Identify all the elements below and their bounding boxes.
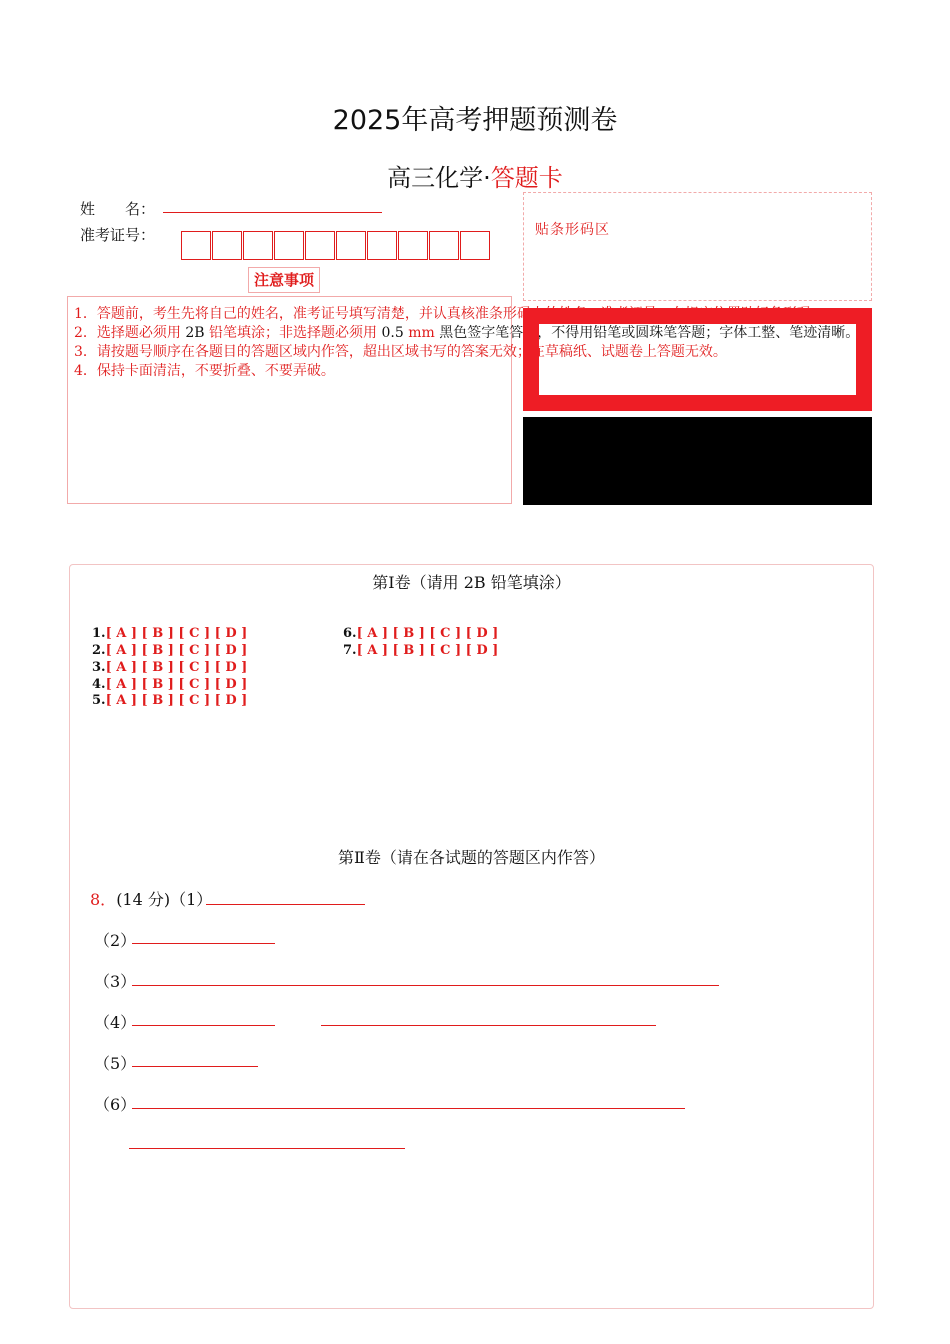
notice-pen-size: 0.5 — [381, 325, 404, 341]
notice-text: 选择题必须用 — [96, 325, 186, 341]
choice-row-1[interactable] — [92, 626, 247, 641]
choice-row-7[interactable] — [343, 643, 498, 658]
section-2-title: 第Ⅱ卷（请在各试题的答题区内作答） — [338, 848, 605, 867]
section-1-title: 第Ⅰ卷（请用 2B 铅笔填涂） — [372, 573, 571, 592]
notice-text: 黑色签字笔答题，不得用铅笔或圆珠笔答题；字体工整、笔迹清晰。 — [434, 325, 860, 341]
exam-id-digit-box[interactable] — [460, 231, 490, 260]
notice-number: 2． — [74, 325, 97, 341]
exam-id-digit-box[interactable] — [243, 231, 273, 260]
choice-number: 4. — [92, 677, 106, 692]
question-number: 8． — [90, 890, 117, 909]
answer-line-3[interactable] — [132, 985, 719, 986]
choice-options[interactable]: [ A ] [ B ] [ C ] [ D ] — [356, 626, 499, 641]
exam-id-digit-box[interactable] — [336, 231, 366, 260]
choice-number: 3. — [92, 660, 106, 675]
notice-number: 1． — [74, 306, 97, 322]
choice-options[interactable]: [ A ] [ B ] [ C ] [ D ] — [105, 643, 248, 658]
exam-id-digit-box[interactable] — [274, 231, 304, 260]
choice-options[interactable]: [ A ] [ B ] [ C ] [ D ] — [105, 660, 248, 675]
choice-options[interactable]: [ A ] [ B ] [ C ] [ D ] — [105, 677, 248, 692]
absence-mark-frame — [523, 308, 872, 411]
exam-id-digit-box[interactable] — [305, 231, 335, 260]
exam-id-label: 准考证号： — [80, 226, 156, 244]
notice-text: 保持卡面清洁，不要折叠、不要弄破。 — [96, 363, 335, 379]
notice-text: 铅笔填涂；非选择题必须用 — [204, 325, 382, 341]
choice-number: 6. — [343, 626, 357, 641]
answer-line-5[interactable] — [132, 1066, 258, 1067]
choice-options[interactable]: [ A ] [ B ] [ C ] [ D ] — [105, 626, 248, 641]
barcode-zone — [523, 192, 872, 301]
notice-unit: mm — [403, 325, 435, 341]
subtitle-answer-card: 答题卡 — [490, 164, 563, 192]
part-label-4: （4） — [94, 1013, 137, 1032]
notice-number: 3． — [74, 344, 97, 360]
answer-line-6a[interactable] — [132, 1108, 685, 1109]
part-label-2: （2） — [94, 931, 137, 950]
answer-line-6b[interactable] — [129, 1148, 405, 1149]
choice-row-6[interactable] — [343, 626, 498, 641]
choice-number: 7. — [343, 643, 357, 658]
part-label-3: （3） — [94, 972, 137, 991]
barcode-label: 贴条形码区 — [535, 222, 610, 238]
notice-item-4 — [74, 360, 335, 380]
choice-row-4[interactable] — [92, 677, 247, 692]
notice-title: 注意事项 — [248, 267, 320, 293]
notice-pencil-code: 2B — [185, 325, 205, 341]
exam-id-digit-box[interactable] — [398, 231, 428, 260]
notice-text: 请按题号顺序在各题目的答题区域内作答，超出区域书写的答案无效；在草稿纸、试题卷上答题无效。 — [96, 344, 727, 360]
answer-line-1[interactable] — [206, 904, 365, 905]
question-8-header — [90, 887, 212, 910]
choice-number: 5. — [92, 693, 106, 708]
choice-options[interactable]: [ A ] [ B ] [ C ] [ D ] — [356, 643, 499, 658]
choice-options[interactable]: [ A ] [ B ] [ C ] [ D ] — [105, 693, 248, 708]
choice-number: 1. — [92, 626, 106, 641]
part-label-6: （6） — [94, 1095, 137, 1114]
notice-number: 4． — [74, 363, 97, 379]
card-subtitle — [0, 158, 950, 193]
exam-id-digit-box[interactable] — [181, 231, 211, 260]
part-label-5: （5） — [94, 1054, 137, 1073]
page-title: 2025年高考押题预测卷 — [332, 105, 618, 136]
exam-id-digit-box[interactable] — [429, 231, 459, 260]
question-score: (14 分)（1） — [116, 890, 213, 909]
answer-line-4a[interactable] — [132, 1025, 275, 1026]
name-label: 姓 名： — [80, 200, 156, 218]
choice-row-3[interactable] — [92, 660, 247, 675]
choice-row-2[interactable] — [92, 643, 247, 658]
exam-id-boxes — [181, 231, 491, 260]
answer-area — [69, 564, 874, 1309]
choice-number: 2. — [92, 643, 106, 658]
choice-row-5[interactable] — [92, 693, 247, 708]
answer-line-4b[interactable] — [321, 1025, 656, 1026]
answer-line-2[interactable] — [132, 943, 275, 944]
exam-id-digit-box[interactable] — [367, 231, 397, 260]
notice-text: 答题前，考生先将自己的姓名，准考证号填写清楚，并认真核准条形码上的姓名、准考证号，在规定位置贴好条形码。 — [96, 306, 825, 322]
name-field[interactable] — [163, 212, 382, 213]
black-marker-block — [523, 417, 872, 505]
subtitle-subject: 高三化学· — [387, 164, 491, 192]
exam-id-digit-box[interactable] — [212, 231, 242, 260]
